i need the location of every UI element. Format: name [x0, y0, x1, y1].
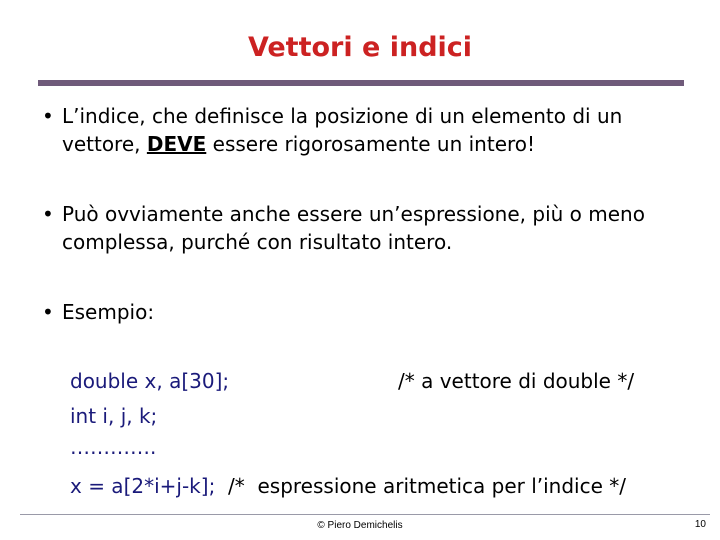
bullet-text: L’indice, che definisce la posizione di un elemento di un vettore, — [62, 104, 623, 156]
emphasis-text: DEVE — [146, 132, 207, 156]
bullet-text: Può ovviamente anche essere un’espressione, più o meno complessa, purché con risultato intero. — [62, 202, 645, 254]
footer-copyright: © Piero Demichelis — [317, 520, 403, 531]
code-line-indexing — [70, 469, 626, 504]
code-expression: x = a[2*i+j-k]; — [70, 474, 222, 498]
page-number: 10 — [694, 519, 706, 530]
bullet-icon: • — [42, 104, 54, 128]
code-comment-declaration: /* a vettore di double */ — [398, 369, 635, 393]
code-line-int-vars: int i, j, k; — [70, 404, 158, 428]
code-line-declaration: double x, a[30]; — [70, 369, 230, 393]
footer-divider — [20, 514, 710, 515]
bullet-item-example — [42, 298, 682, 326]
title-divider — [38, 80, 684, 86]
bullet-icon: • — [42, 202, 54, 226]
bullet-item-index-definition — [42, 102, 682, 158]
bullet-text-continued: essere rigorosamente un intero! — [206, 132, 536, 156]
code-comment-indexing: /* espressione aritmetica per l’indice */ — [221, 474, 627, 498]
bullet-item-expression — [42, 200, 682, 256]
bullet-text: Esempio: — [62, 300, 155, 324]
bullet-icon: • — [42, 300, 54, 324]
slide-title: Vettori e indici — [247, 32, 473, 63]
code-line-ellipsis: …………. — [70, 435, 157, 459]
